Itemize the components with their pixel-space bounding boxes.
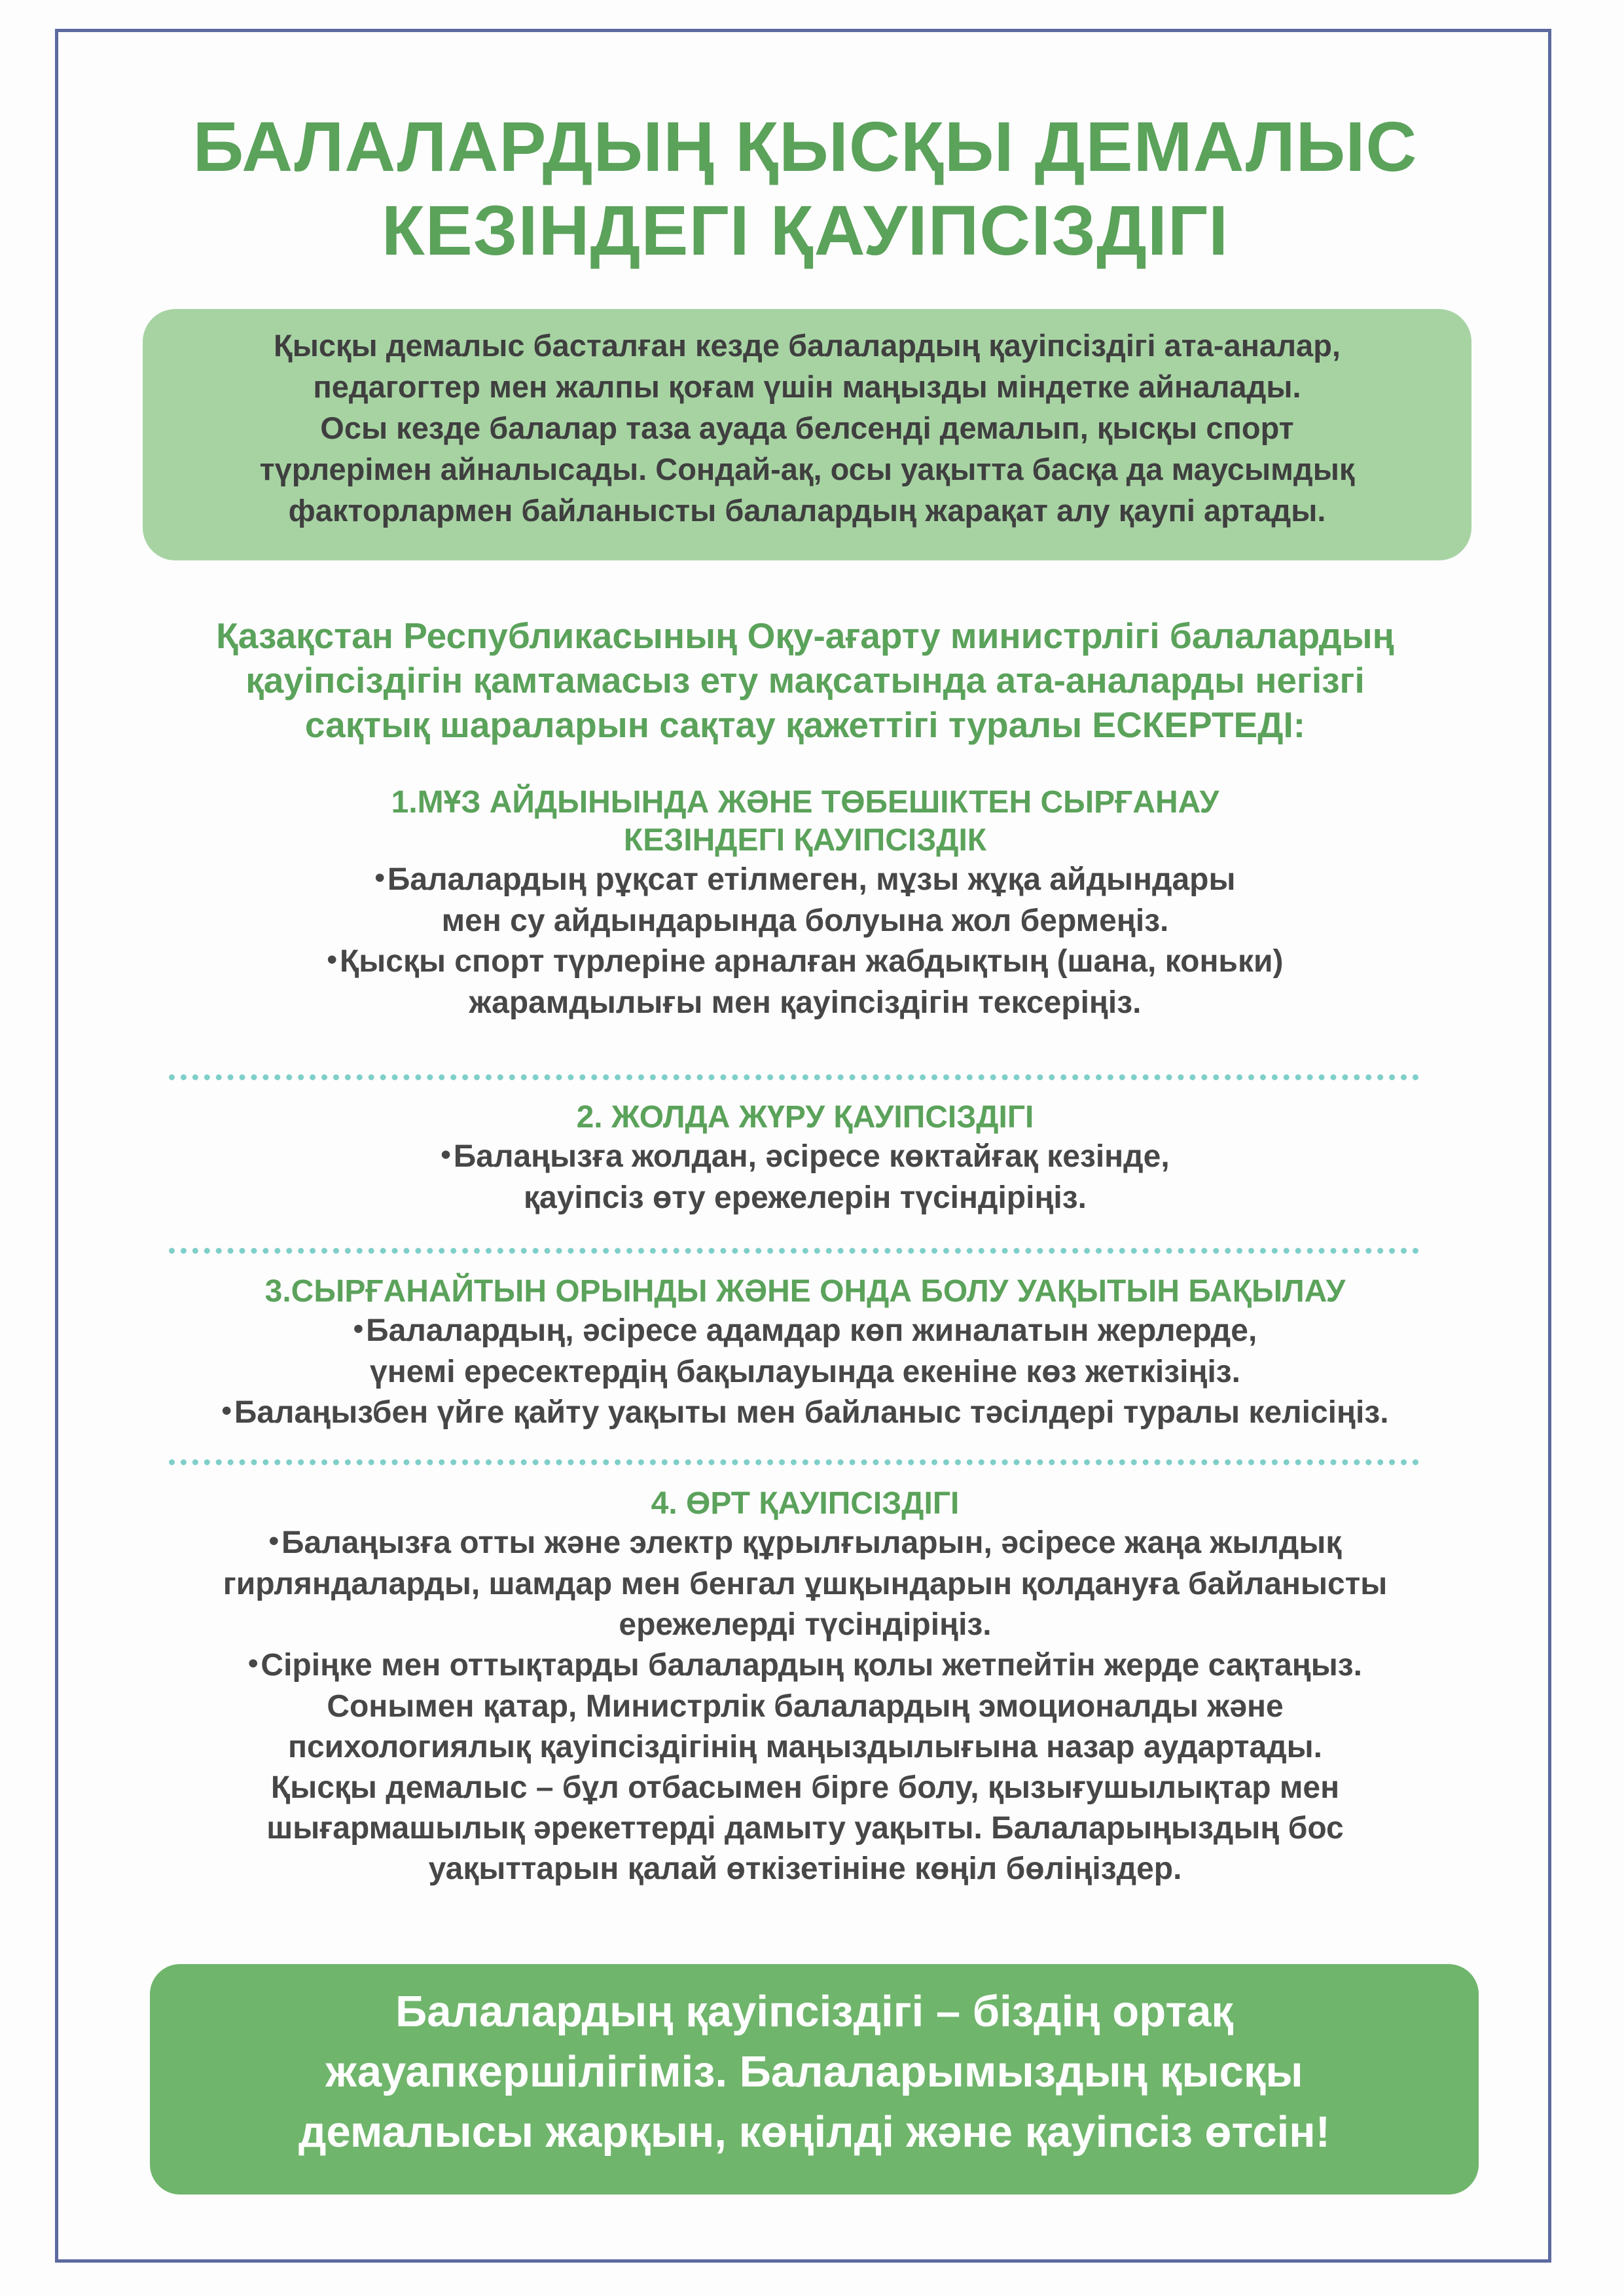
ministry-line: қауіпсіздігін қамтамасыз ету мақсатында ата-аналарды негізгі — [245, 660, 1365, 701]
ministry-warning — [85, 613, 1525, 747]
dotted-divider — [169, 1074, 1419, 1080]
bullet-item: •Қысқы спорт түрлеріне арналған жабдықтың (шана, коньки) — [327, 943, 1284, 979]
bullet-item: •Балаңызға отты және электр құрылғыларын, әсіресе жаңа жылдық — [268, 1525, 1342, 1560]
title-line-1: БАЛАЛАРДЫҢ ҚЫСҚЫ ДЕМАЛЫС — [192, 107, 1418, 186]
bullet-icon: • — [221, 1394, 232, 1427]
section-heading: 4. ӨРТ ҚАУІПСІЗДІГІ — [651, 1486, 960, 1521]
bullet-icon: • — [248, 1647, 259, 1679]
bullet-continuation: қауіпсіз өту ережелерін түсіндіріңіз. — [524, 1180, 1087, 1215]
bullet-icon: • — [327, 943, 337, 975]
section-ice-safety — [111, 784, 1499, 1023]
bullet-continuation: мен су айдындарында болуына жол бермеңіз. — [441, 903, 1169, 938]
section-fire-safety — [111, 1485, 1499, 1889]
bullet-item: •Балалардың рұқсат етілмеген, мұзы жұқа айдындары — [374, 862, 1236, 897]
closing-message — [150, 1982, 1479, 2162]
paragraph-line: психологиялық қауіпсіздігінің маңыздылығына назар аудартады. — [287, 1730, 1323, 1764]
bullet-icon: • — [374, 862, 385, 894]
intro-line: педагогтер мен жалпы қоғам үшін маңызды міндетке айналады. — [313, 369, 1301, 404]
title-line-2: КЕЗІНДЕГІ ҚАУІПСІЗДІГІ — [381, 191, 1229, 270]
bullet-item: •Балалардың, әсіресе адамдар көп жиналатын жерлерде, — [353, 1313, 1257, 1348]
closing-line: демалысы жарқын, көңілді және қауіпсіз өтсін! — [298, 2107, 1331, 2157]
bullet-item: •Сіріңке мен оттықтарды балалардың қолы жетпейтін жерде сақтаңыз. — [248, 1647, 1362, 1683]
bullet-icon: • — [353, 1313, 364, 1345]
section-heading: 1.МҰЗ АЙДЫНЫНДА ЖӘНЕ ТӨБЕШІКТЕН СЫРҒАНАУ — [391, 785, 1219, 820]
bullet-item: •Балаңызбен үйге қайту уақыты мен байланыс тәсілдері туралы келісіңіз. — [221, 1394, 1389, 1430]
bullet-continuation: үнемі ересектердің бақылауында екеніне көз жеткізіңіз. — [370, 1355, 1240, 1389]
intro-line: Қысқы демалыс басталған кезде балалардың қауіпсіздігі ата-аналар, — [274, 328, 1341, 363]
dotted-divider — [169, 1459, 1419, 1465]
intro-text — [143, 325, 1471, 531]
intro-line: Осы кезде балалар таза ауада белсенді демалып, қысқы спорт — [320, 410, 1294, 445]
bullet-continuation: ережелерді түсіндіріңіз. — [619, 1607, 992, 1642]
bullet-continuation: жарамдылығы мен қауіпсіздігін тексеріңіз. — [469, 985, 1142, 1020]
section-heading: КЕЗІНДЕГІ ҚАУІПСІЗДІК — [623, 823, 987, 858]
section-heading: 3.СЫРҒАНАЙТЫН ОРЫНДЫ ЖӘНЕ ОНДА БОЛУ УАҚЫТЫН БАҚЫЛАУ — [264, 1274, 1346, 1309]
closing-line: жауапкершілігіміз. Балаларымыздың қысқы — [325, 2047, 1303, 2096]
bullet-item: •Балаңызға жолдан, әсіресе көктайғақ кезінде, — [441, 1139, 1170, 1174]
section-heading: 2. ЖОЛДА ЖҮРУ ҚАУІПСІЗДІГІ — [576, 1100, 1034, 1135]
paragraph-line: Қысқы демалыс – бұл отбасымен бірге болу, қызығушылықтар мен — [270, 1770, 1340, 1805]
page-title — [65, 105, 1545, 272]
section-road-safety — [111, 1099, 1499, 1218]
intro-line: түрлерімен айналысады. Сондай-ақ, осы уақытта басқа да маусымдық — [259, 452, 1355, 486]
ministry-line: Қазақстан Республикасының Оқу-ағарту министрлігі балалардың — [216, 615, 1394, 656]
section-slide-supervision — [111, 1273, 1499, 1434]
bullet-icon: • — [268, 1525, 280, 1557]
paragraph-line: Сонымен қатар, Министрлік балалардың эмоционалды және — [327, 1689, 1284, 1724]
ministry-line: сақтық шараларын сақтау қажеттігі туралы ЕСКЕРТЕДІ: — [304, 704, 1306, 745]
closing-line: Балалардың қауіпсіздігі – біздің ортақ — [395, 1987, 1233, 2036]
bullet-continuation: гирляндаларды, шамдар мен бенгал ұшқындарын қолдануға байланысты — [223, 1567, 1388, 1601]
dotted-divider — [169, 1248, 1419, 1254]
paragraph-line: уақыттарын қалай өткізетініне көңіл бөліңіздер. — [428, 1851, 1182, 1886]
intro-line: факторлармен байланысты балалардың жарақат алу қаупі артады. — [288, 493, 1326, 528]
bullet-icon: • — [441, 1139, 451, 1171]
paragraph-line: шығармашылық әрекеттерді дамыту уақыты. Балаларыңыздың бос — [266, 1811, 1344, 1846]
